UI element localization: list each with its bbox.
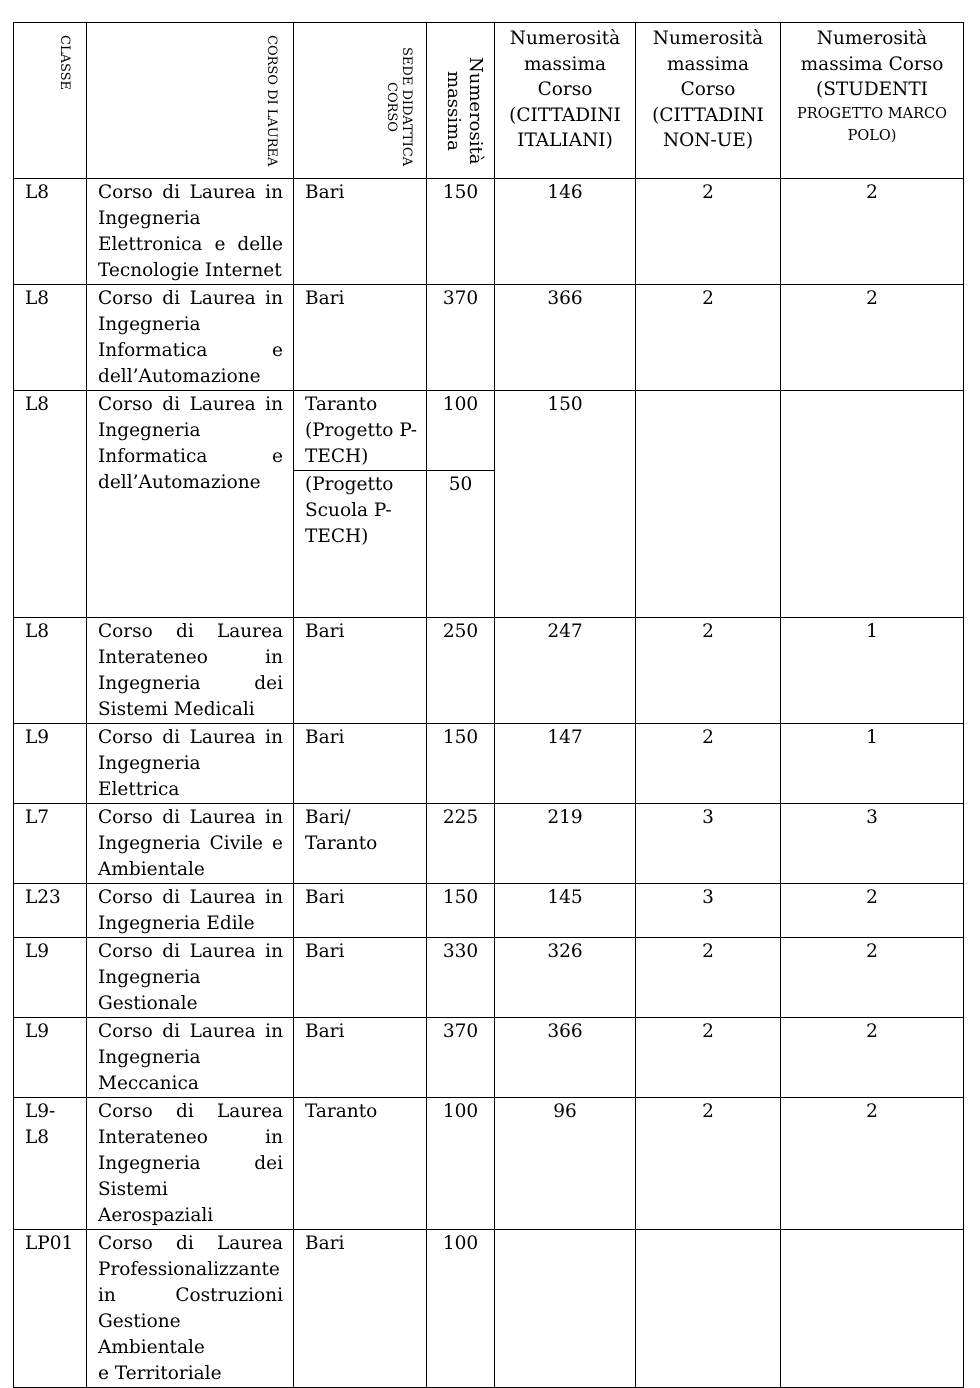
cell-marco-polo bbox=[781, 1230, 964, 1388]
table-row bbox=[14, 1018, 964, 1098]
cell-numerosita: 150 bbox=[427, 179, 495, 285]
corso-line: Ingegneria Edile bbox=[98, 913, 255, 934]
cell-classe bbox=[14, 179, 87, 285]
cell-numerosita: 100 bbox=[427, 391, 495, 471]
cell-italiani: 96 bbox=[495, 1098, 636, 1230]
corso-line: Gestione Ambientale bbox=[98, 1311, 205, 1358]
cell-classe bbox=[14, 391, 87, 618]
cell-numerosita: 150 bbox=[427, 724, 495, 804]
classe-line: L7 bbox=[25, 807, 50, 828]
header-line: Corso bbox=[537, 79, 593, 100]
header-classe: CLASSE bbox=[14, 23, 87, 179]
cell-non-ue bbox=[636, 391, 781, 618]
corso-line: Corso di Laurea in bbox=[98, 394, 283, 415]
header-marco-polo bbox=[781, 23, 964, 179]
cell-sede: Bari bbox=[294, 724, 427, 804]
corso-line: Ingegneria bbox=[98, 208, 201, 229]
cell-classe bbox=[14, 618, 87, 724]
cell-corso bbox=[87, 1098, 294, 1230]
table-row bbox=[14, 391, 964, 471]
corso-line: Ingegneria bbox=[98, 967, 201, 988]
cell-italiani: 326 bbox=[495, 938, 636, 1018]
cell-marco-polo: 1 bbox=[781, 724, 964, 804]
cell-non-ue: 2 bbox=[636, 1098, 781, 1230]
corso-line: Ingegneria bbox=[98, 420, 201, 441]
classe-line: LP01 bbox=[25, 1233, 74, 1254]
classe-line: L8 bbox=[25, 394, 50, 415]
table-row bbox=[14, 285, 964, 391]
enrollment-table bbox=[13, 22, 964, 1388]
cell-corso bbox=[87, 391, 294, 618]
cell-numerosita: 330 bbox=[427, 938, 495, 1018]
header-line: POLO) bbox=[847, 127, 897, 144]
corso-line: Interateneo in bbox=[98, 1127, 283, 1148]
cell-non-ue: 3 bbox=[636, 884, 781, 938]
cell-italiani: 247 bbox=[495, 618, 636, 724]
corso-line: dell’Automazione bbox=[98, 472, 261, 493]
corso-line: Corso di Laurea in bbox=[98, 1021, 283, 1042]
cell-sede: Bari bbox=[294, 884, 427, 938]
corso-line: Corso di Laurea in bbox=[98, 807, 283, 828]
corso-line: in Costruzioni bbox=[98, 1285, 283, 1306]
corso-line: Corso di Laurea in bbox=[98, 182, 283, 203]
cell-italiani: 147 bbox=[495, 724, 636, 804]
corso-line: Corso di Laurea in bbox=[98, 887, 283, 908]
cell-corso bbox=[87, 938, 294, 1018]
cell-italiani: 146 bbox=[495, 179, 636, 285]
cell-non-ue: 2 bbox=[636, 618, 781, 724]
corso-line: Sistemi Aerospaziali bbox=[98, 1179, 214, 1226]
corso-line: Informatica e bbox=[98, 446, 283, 467]
cell-numerosita: 50 bbox=[427, 471, 495, 618]
cell-sede: Taranto (Progetto P-TECH) bbox=[294, 391, 427, 471]
cell-marco-polo: 2 bbox=[781, 1098, 964, 1230]
cell-sede: Bari bbox=[294, 1230, 427, 1388]
cell-sede: Bari/ Taranto bbox=[294, 804, 427, 884]
cell-corso bbox=[87, 285, 294, 391]
corso-line: Gestionale bbox=[98, 993, 198, 1014]
cell-numerosita: 100 bbox=[427, 1230, 495, 1388]
cell-corso bbox=[87, 1018, 294, 1098]
cell-classe bbox=[14, 1018, 87, 1098]
corso-line: Ingegneria dei bbox=[98, 673, 283, 694]
header-italiani bbox=[495, 23, 636, 179]
classe-line: L9- bbox=[25, 1101, 56, 1122]
classe-line: L9 bbox=[25, 727, 50, 748]
cell-marco-polo: 1 bbox=[781, 618, 964, 724]
table-row bbox=[14, 1230, 964, 1388]
cell-sede: Bari bbox=[294, 618, 427, 724]
cell-italiani: 219 bbox=[495, 804, 636, 884]
table-row bbox=[14, 618, 964, 724]
corso-line: Elettronica e delle bbox=[98, 234, 283, 255]
header-line: PROGETTO MARCO bbox=[796, 105, 948, 122]
table-row bbox=[14, 938, 964, 1018]
cell-non-ue bbox=[636, 1230, 781, 1388]
header-line: Numerosità bbox=[652, 28, 764, 49]
cell-non-ue: 2 bbox=[636, 285, 781, 391]
cell-italiani: 366 bbox=[495, 285, 636, 391]
cell-numerosita: 225 bbox=[427, 804, 495, 884]
header-line: (CITTADINI bbox=[652, 104, 764, 126]
cell-sede: (Progetto Scuola P-TECH) bbox=[294, 471, 427, 618]
cell-marco-polo: 2 bbox=[781, 179, 964, 285]
table-row bbox=[14, 1098, 964, 1230]
header-line: (STUDENTI bbox=[816, 79, 928, 100]
cell-numerosita: 370 bbox=[427, 1018, 495, 1098]
cell-sede: Bari bbox=[294, 179, 427, 285]
cell-italiani: 150 bbox=[495, 391, 636, 618]
cell-marco-polo: 2 bbox=[781, 1018, 964, 1098]
header-corso: CORSO DI LAUREA bbox=[87, 23, 294, 179]
header-line: NON-UE) bbox=[662, 130, 754, 151]
corso-line: Ingegneria bbox=[98, 314, 201, 335]
cell-non-ue: 3 bbox=[636, 804, 781, 884]
table-row bbox=[14, 179, 964, 285]
cell-marco-polo: 3 bbox=[781, 804, 964, 884]
cell-italiani: 145 bbox=[495, 884, 636, 938]
cell-numerosita: 250 bbox=[427, 618, 495, 724]
corso-line: Ingegneria bbox=[98, 1047, 201, 1068]
corso-line: Ingegneria Civile e bbox=[98, 833, 283, 854]
classe-line: L23 bbox=[25, 887, 61, 908]
classe-line: L8 bbox=[25, 288, 50, 309]
cell-corso bbox=[87, 884, 294, 938]
corso-line: Corso di Laurea bbox=[98, 1101, 283, 1122]
cell-classe bbox=[14, 724, 87, 804]
cell-sede: Bari bbox=[294, 285, 427, 391]
corso-line: Sistemi Medicali bbox=[98, 699, 255, 720]
corso-line: Ingegneria dei bbox=[98, 1153, 283, 1174]
corso-line: Corso di Laurea in bbox=[98, 727, 283, 748]
classe-line: L8 bbox=[25, 182, 50, 203]
cell-marco-polo: 2 bbox=[781, 285, 964, 391]
header-line: massima Corso bbox=[800, 53, 944, 75]
cell-corso bbox=[87, 618, 294, 724]
classe-line: L9 bbox=[25, 941, 50, 962]
cell-non-ue: 2 bbox=[636, 938, 781, 1018]
header-line: Numerosità bbox=[509, 28, 621, 49]
header-sede: SEDE DIDATTICA CORSO bbox=[294, 23, 427, 179]
cell-non-ue: 2 bbox=[636, 1018, 781, 1098]
header-line: massima bbox=[523, 53, 607, 75]
corso-line: Informatica e bbox=[98, 340, 283, 361]
cell-corso bbox=[87, 179, 294, 285]
cell-corso bbox=[87, 724, 294, 804]
corso-line: Ambientale bbox=[98, 859, 205, 880]
classe-line: L8 bbox=[25, 621, 50, 642]
cell-classe bbox=[14, 804, 87, 884]
header-line: Numerosità bbox=[816, 28, 928, 49]
cell-numerosita: 100 bbox=[427, 1098, 495, 1230]
cell-marco-polo bbox=[781, 391, 964, 618]
cell-italiani: 366 bbox=[495, 1018, 636, 1098]
corso-line: Corso di Laurea bbox=[98, 621, 283, 642]
cell-classe bbox=[14, 1098, 87, 1230]
header-line: massima bbox=[666, 53, 750, 75]
corso-line: e Territoriale bbox=[98, 1363, 222, 1384]
cell-italiani bbox=[495, 1230, 636, 1388]
table-row bbox=[14, 724, 964, 804]
cell-non-ue: 2 bbox=[636, 724, 781, 804]
header-row bbox=[14, 23, 964, 179]
corso-line: Ingegneria Elettrica bbox=[98, 753, 201, 800]
cell-numerosita: 370 bbox=[427, 285, 495, 391]
corso-line: Corso di Laurea bbox=[98, 1233, 283, 1254]
table-row bbox=[14, 804, 964, 884]
cell-non-ue: 2 bbox=[636, 179, 781, 285]
corso-line: Interateneo in bbox=[98, 647, 283, 668]
cell-sede: Bari bbox=[294, 938, 427, 1018]
cell-marco-polo: 2 bbox=[781, 884, 964, 938]
cell-sede: Bari bbox=[294, 1018, 427, 1098]
header-non-ue bbox=[636, 23, 781, 179]
cell-corso bbox=[87, 1230, 294, 1388]
cell-classe bbox=[14, 1230, 87, 1388]
table-row bbox=[14, 884, 964, 938]
corso-line: Tecnologie Internet bbox=[98, 260, 282, 281]
cell-sede: Taranto bbox=[294, 1098, 427, 1230]
classe-line: L8 bbox=[25, 1127, 50, 1148]
header-line: Corso bbox=[680, 79, 736, 100]
corso-line: dell’Automazione bbox=[98, 366, 261, 387]
corso-line: Corso di Laurea in bbox=[98, 288, 283, 309]
cell-classe bbox=[14, 938, 87, 1018]
corso-line: Professionalizzante bbox=[98, 1259, 280, 1280]
cell-numerosita: 150 bbox=[427, 884, 495, 938]
cell-classe bbox=[14, 884, 87, 938]
cell-marco-polo: 2 bbox=[781, 938, 964, 1018]
corso-line: Meccanica bbox=[98, 1073, 199, 1094]
cell-corso bbox=[87, 804, 294, 884]
header-line: (CITTADINI bbox=[509, 104, 621, 126]
classe-line: L9 bbox=[25, 1021, 50, 1042]
header-line: ITALIANI) bbox=[517, 130, 613, 151]
header-numerosita: Numerosità massima bbox=[427, 23, 495, 179]
corso-line: Corso di Laurea in bbox=[98, 941, 283, 962]
cell-classe bbox=[14, 285, 87, 391]
